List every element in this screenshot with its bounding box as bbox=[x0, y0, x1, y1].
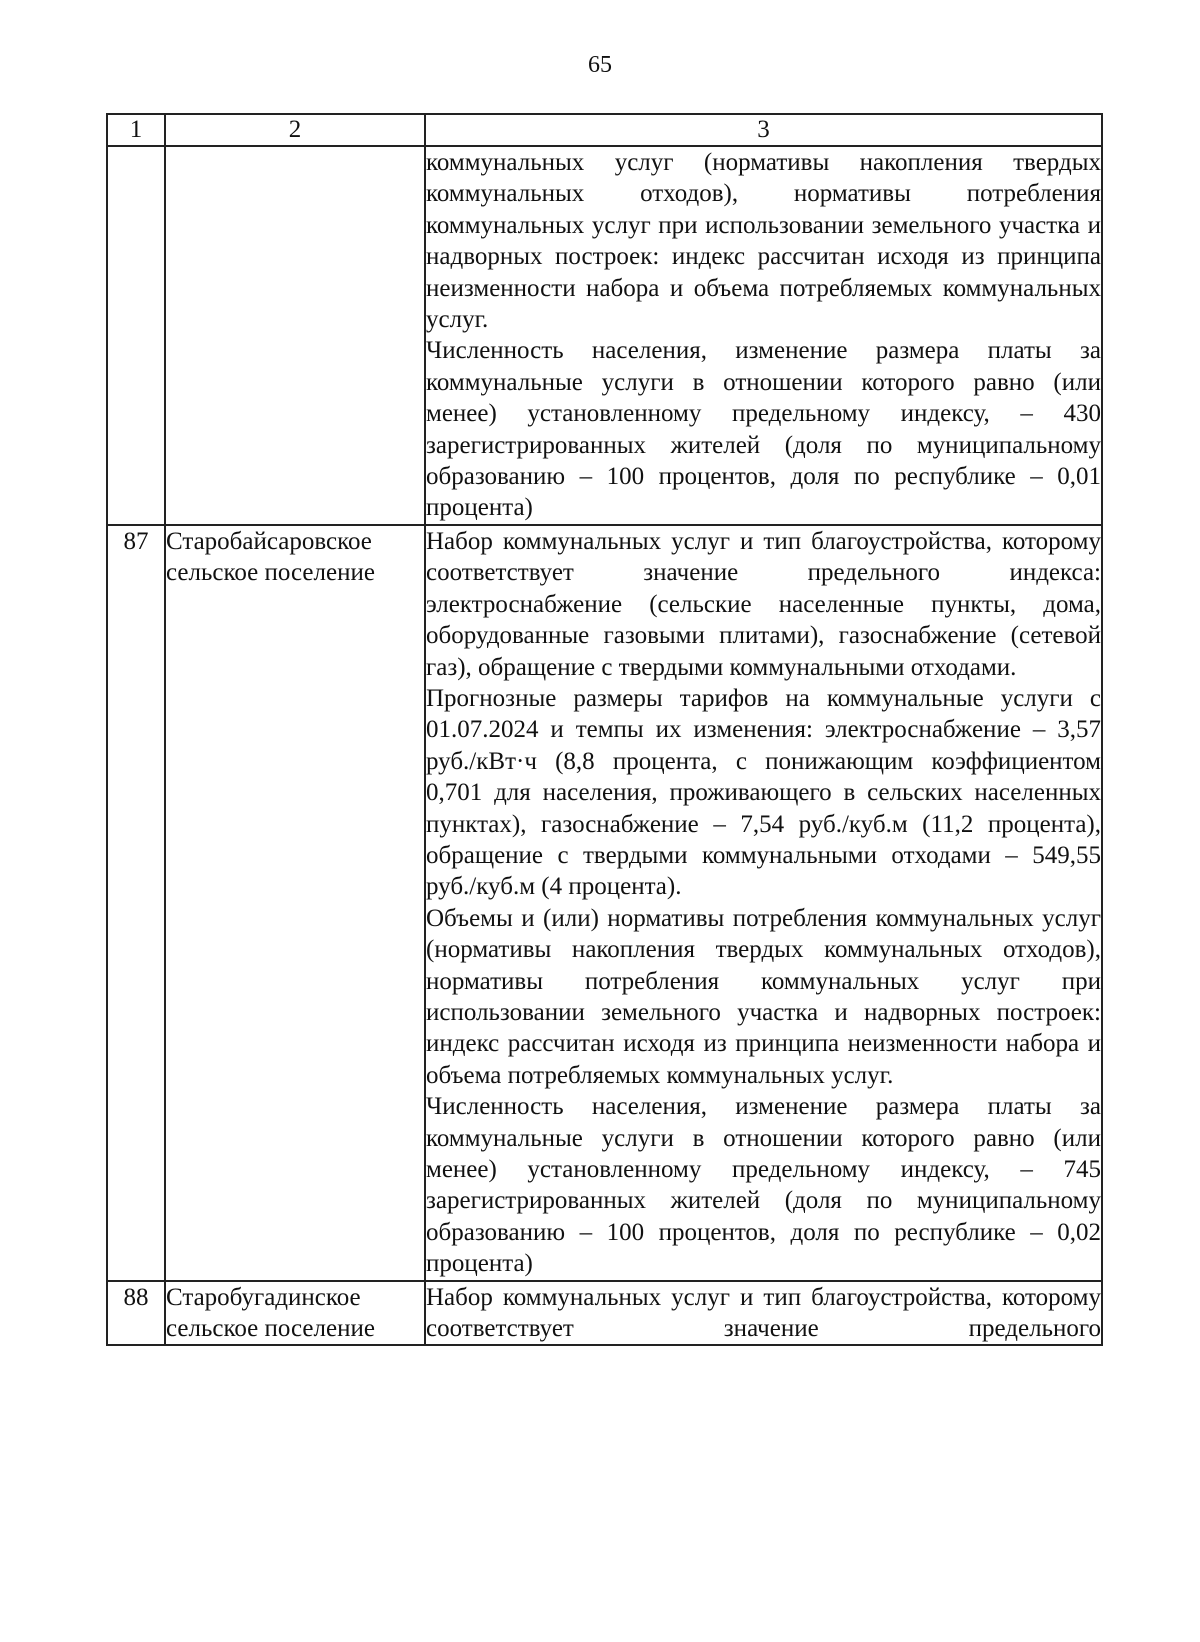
table-row-continuation bbox=[107, 146, 1102, 525]
settlement-name-line: сельское поселение bbox=[166, 1315, 375, 1343]
table-row-88 bbox=[107, 1281, 1102, 1346]
description-cell bbox=[425, 146, 1102, 525]
table-row-87 bbox=[107, 525, 1102, 1281]
description-paragraph: Прогнозные размеры тарифов на коммунальные услуги с 01.07.2024 и темпы их изменения: электроснабжение – 3,57 руб./кВт·ч (8,8 процента, с понижающим коэффициентом 0,701 для населения, проживающего в сельских населенных пунктах), газоснабжение – 7,54 руб./куб.м (11,2 процента), обращение с твердыми коммунальными отходами – 549,55 руб./куб.м (4 процента). bbox=[426, 684, 1101, 901]
description-cell bbox=[425, 525, 1102, 1281]
settlement-name-line: сельское поселение bbox=[166, 559, 375, 587]
description-paragraph: коммунальных услуг (нормативы накопления твердых коммунальных отходов), нормативы потребления коммунальных услуг при использовании земельного участка и надворных построек: индекс рассчитан исходя из принципа неизменности набора и объема потребляемых коммунальных услуг. bbox=[426, 149, 1101, 334]
header-col-2: 2 bbox=[165, 114, 425, 146]
header-col-1: 1 bbox=[107, 114, 165, 146]
settlement-name-line: Старобайсаровское bbox=[166, 527, 372, 555]
description-paragraph: Численность населения, изменение размера платы за коммунальные услуги в отношении которого равно (или менее) установленному предельному индексу, – 430 зарегистрированных жителей (доля по муниципальному образованию – 100 процентов, доля по республике – 0,01 процента) bbox=[426, 337, 1101, 522]
settlement-name-cell bbox=[165, 146, 425, 525]
row-number: 88 bbox=[107, 1281, 165, 1346]
settlement-name bbox=[165, 1281, 425, 1346]
row-number-cell bbox=[107, 146, 165, 525]
table-header-row bbox=[107, 114, 1102, 146]
description-paragraph: Набор коммунальных услуг и тип благоустройства, которому соответствует значение предельного bbox=[426, 1283, 1101, 1343]
description-paragraph: Набор коммунальных услуг и тип благоустройства, которому соответствует значение предельного индекса: электроснабжение (сельские населенные пункты, дома, оборудованные газовыми плитами), газоснабжение (сетевой газ), обращение с твердыми коммунальными отходами. bbox=[426, 527, 1101, 681]
row-number: 87 bbox=[107, 525, 165, 1281]
tariff-table bbox=[106, 113, 1103, 1346]
description-paragraph: Объемы и (или) нормативы потребления коммунальных услуг (нормативы накопления твердых коммунальных отходов), нормативы потребления коммунальных услуг при использовании земельного участка и надворных построек: индекс рассчитан исходя из принципа неизменности набора и объема потребляемых коммунальных услуг. bbox=[426, 904, 1101, 1089]
description-paragraph: Численность населения, изменение размера платы за коммунальные услуги в отношении которого равно (или менее) установленному предельному индексу, – 745 зарегистрированных жителей (доля по муниципальному образованию – 100 процентов, доля по республике – 0,02 процента) bbox=[426, 1093, 1101, 1278]
settlement-name bbox=[165, 525, 425, 1281]
description-cell bbox=[425, 1281, 1102, 1346]
page-number: 65 bbox=[588, 52, 612, 78]
header-col-3: 3 bbox=[425, 114, 1102, 146]
settlement-name-line: Старобугадинское bbox=[166, 1283, 361, 1311]
